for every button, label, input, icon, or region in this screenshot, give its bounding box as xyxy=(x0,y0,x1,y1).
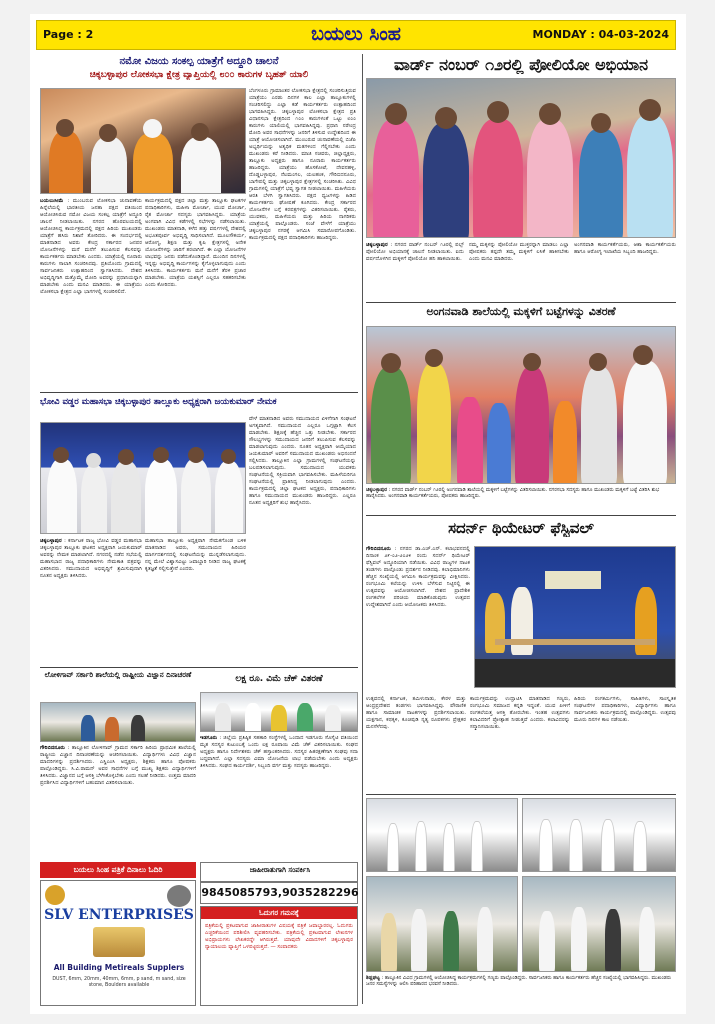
article2-headline: ವಾರ್ಡ್ ನಂಬರ್ ೧೨ರಲ್ಲಿ ಪೋಲಿಯೋ ಅಭಿಯಾನ xyxy=(366,56,676,74)
article5-headline: ಸದರ್ನ್ ಥಿಯೇಟರ್ ಫೆಸ್ಟಿವಲ್ xyxy=(448,520,594,537)
article2-text-col1: ಚಿಕ್ಕಬಳ್ಳಾಪುರ : ನಗರದ ವಾರ್ಡ್ ನಂಬರ್ ೧೨ರಲ್ಲಿ ಪಲ್ಸ್ ಪೋಲಿಯೋ ಅಭಿಯಾನಕ್ಕೆ ಚಾಲನೆ ನೀಡಲಾಯಿತು. ಐದು ವರ್ಷದೊಳಗಿನ ಮಕ್ಕಳಿಗೆ ಪೋಲಿಯೋ ಹನಿ ಹಾಕಲಾಯಿತು. xyxy=(366,242,464,262)
article1-headline: ನಮೋ ವಿಜಯ ಸಂಕಲ್ಪ ಯಾತ್ರೆಗೆ ಅದ್ಧೂರಿ ಚಾಲನೆ xyxy=(119,56,279,67)
article6-text: ಗೌರಿಬಿದನೂರು : ತಾಲ್ಲೂಕಿನ ಲೋಳಿಗಾವ್ ಗ್ರಾಮದ ಸರ್ಕಾರಿ ಹಿರಿಯ ಪ್ರಾಥಮಿಕ ಶಾಲೆಯಲ್ಲಿ ರಾಷ್ಟ್ರೀಯ ವಿಜ್ಞಾನ ದಿನಾಚರಣೆಯನ್ನು ಆಚರಿಸಲಾಯಿತು. ವಿದ್ಯಾರ್ಥಿಗಳು ವಿವಿಧ ವಿಜ್ಞಾನ ಮಾದರಿಗಳನ್ನು ಪ್ರದರ್ಶಿಸಿದರು. ಎಸ್ಡಿಎಂಸಿ ಅಧ್ಯಕ್ಷರು, ಶಿಕ್ಷಕರು ಹಾಗೂ ಪೋಷಕರು ಪಾಲ್ಗೊಂಡಿದ್ದರು. ಸಿ.ವಿ.ರಾಮನ್ ಅವರ ಸಾಧನೆಗಳ ಬಗ್ಗೆ ಮುಖ್ಯ ಶಿಕ್ಷಕರು ವಿದ್ಯಾರ್ಥಿಗಳಿಗೆ ತಿಳಿಸಿದರು. ವಿಜ್ಞಾನದ ಬಗ್ಗೆ ಆಸಕ್ತಿ ಬೆಳೆಸಿಕೊಳ್ಳಬೇಕು ಎಂದು ಸಲಹೆ ನೀಡಿದರು. ಉತ್ತಮ ಮಾದರಿ ಪ್ರದರ್ಶಿಸಿದ ವಿದ್ಯಾರ್ಥಿಗಳಿಗೆ ಬಹುಮಾನ ವಿತರಿಸಲಾಯಿತು. xyxy=(40,745,196,786)
article1-text-col2: ಕಾರ್ಯಕ್ರಮದಲ್ಲಿ ಪಕ್ಷದ ಜಿಲ್ಲಾ ಮತ್ತು ತಾಲ್ಲೂಕು ಘಟಕಗಳ ಪದಾಧಿಕಾರಿಗಳು, ಮಹಿಳಾ ಮೋರ್ಚಾ, ಯುವ ಮೋರ್ಚಾ, ರೈತ ಮೋರ್ಚಾ ಸದಸ್ಯರು ಭಾಗವಹಿಸಿದ್ದರು. ಯಾತ್ರೆಯ ಅಂಗವಾಗಿ ವಿವಿಧ ಕಡೆಗಳಲ್ಲಿ ಸಭೆಗಳನ್ನು ನಡೆಸಲಾಯಿತು. ಮುಖಂಡರು ಮಾತನಾಡಿ, ಕಳೆದ ಹತ್ತು ವರ್ಷಗಳಲ್ಲಿ ದೇಶದಲ್ಲಿ ಅಭೂತಪೂರ್ವ ಅಭಿವೃದ್ಧಿ ಸಾಧಿಸಲಾಗಿದೆ. ಮೂಲಸೌಕರ್ಯ, ಆರೋಗ್ಯ, ಶಿಕ್ಷಣ ಮತ್ತು ಕೃಷಿ ಕ್ಷೇತ್ರಗಳಲ್ಲಿ ಅನೇಕ ಯೋಜನೆಗಳನ್ನು ಜಾರಿಗೆ ತರಲಾಗಿದೆ. ಈ ಎಲ್ಲಾ ಯೋಜನೆಗಳ ಲಾಭವನ್ನು ಜನರು ಪಡೆದುಕೊಂಡಿದ್ದಾರೆ. ಮುಂದಿನ ದಿನಗಳಲ್ಲಿ ಇನ್ನಷ್ಟು ಅಭಿವೃದ್ಧಿ ಕಾರ್ಯಗಳನ್ನು ಕೈಗೊಳ್ಳಲಾಗುವುದು ಎಂದು ತಿಳಿಸಿದರು. ಕಾರ್ಯಕರ್ತರು ಮನೆ ಮನೆಗೆ ತೆರಳಿ ಪ್ರಚಾರ ಮಾಡಬೇಕು. ಯಾತ್ರೆಯ ಯಶಸ್ಸಿಗೆ ಎಲ್ಲರೂ ಸಹಕರಿಸಬೇಕು ಎಂದು ಕೋರಿದರು. xyxy=(145,198,246,288)
article3-headline: ಭೋವಿ ವಡ್ಡರ ಮಹಾಸಭಾ ಚಿಕ್ಕಬಳ್ಳಾಪುರ ತಾಲ್ಲೂಕು ಅಧ್ಯಕ್ಷರಾಗಿ ಜಯಕುಮಾರ್ ನೇಮಕ xyxy=(40,398,277,407)
notice-box: ಓದುಗರ ಗಮನಕ್ಕೆ ಪತ್ರಿಕೆಯಲ್ಲಿ ಪ್ರಕಟವಾಗುವ ಜಾಹೀರಾತುಗಳ ವಿಷಯಕ್ಕೆ ಪತ್ರಿಕೆ ಜವಾಬ್ದಾರರಲ್ಲ. ಓದುಗರು ಎಚ್ಚರಿಕೆಯಿಂದ ಪರಿಶೀಲಿಸಿ ವ್ಯವಹರಿಸಬೇಕು. ಪತ್ರಿಕೆಯಲ್ಲಿ ಪ್ರಕಟವಾಗುವ ಲೇಖನಗಳ ಅಭಿಪ್ರಾಯಗಳು ಲೇಖಕರದ್ದೇ ಆಗಿರುತ್ತವೆ. ಯಾವುದೇ ವಿವಾದಗಳಿಗೆ ಚಿಕ್ಕಬಳ್ಳಾಪುರ ನ್ಯಾಯಾಲಯ ವ್ಯಾಪ್ತಿಗೆ ಒಳಪಟ್ಟಿರುತ್ತದೆ. — ಸಂಪಾದಕರು xyxy=(200,906,358,1006)
divider xyxy=(366,794,676,795)
article5-text-col1: ಗೌರಿಬಿದನೂರು : ನಗರದ ಡಾ.ಎಚ್.ಎನ್. ಕಲಾಭವನದಲ್ಲಿ ದಿನಾಂಕ ೨೯-೦೨-೨೦೨೪ ರಂದು ಸದರ್ನ್ ಥಿಯೇಟರ್ ಫೆಸ್ಟಿವಲ್ ಅದ್ಧೂರಿಯಾಗಿ ನಡೆಯಿತು. ವಿವಿಧ ರಾಜ್ಯಗಳ ನಾಟಕ ತಂಡಗಳು ಪಾಲ್ಗೊಂಡು ಪ್ರದರ್ಶನ ನೀಡಿದವು. ಕಲಾಭಿಮಾನಿಗಳು ಹೆಚ್ಚಿನ ಸಂಖ್ಯೆಯಲ್ಲಿ ಆಗಮಿಸಿ ಕಾರ್ಯಕ್ರಮವನ್ನು ವೀಕ್ಷಿಸಿದರು. ರಂಗಭೂಮಿ ಕಲೆಯನ್ನು ಉಳಿಸಿ ಬೆಳೆಸುವ ನಿಟ್ಟಿನಲ್ಲಿ ಈ ಉತ್ಸವವನ್ನು ಆಯೋಜಿಸಲಾಗಿದೆ. ದೇಶದ ಪ್ರಾದೇಶಿಕ ರಂಗಕಲೆಗಳ ಪರಿಚಯ ಮಾಡಿಕೊಡುವುದು ಉತ್ಸವದ ಉದ್ದೇಶವಾಗಿದೆ ಎಂದು ಆಯೋಜಕರು ತಿಳಿಸಿದರು. xyxy=(366,546,470,608)
logo-icon xyxy=(45,885,65,905)
article1-text-col1: ಬಯಲುಸೀಮೆ : ಮುಂಬರುವ ಲೋಕಸಭಾ ಚುನಾವಣೆಯ ಹಿನ್ನೆಲೆಯಲ್ಲಿ ಭಾರತೀಯ ಜನತಾ ಪಕ್ಷದ ವತಿಯಿಂದ ಆಯೋಜಿಸಿರುವ ನಮೋ ವಿಜಯ ಸಂಕಲ್ಪ ಯಾತ್ರೆಗೆ ಅದ್ಧೂರಿ ಚಾಲನೆ ನೀಡಲಾಯಿತು. ನಗರದ ಹೊರವಲಯದಲ್ಲಿ ಆಯೋಜಿಸಿದ್ದ ಕಾರ್ಯಕ್ರಮದಲ್ಲಿ ಪಕ್ಷದ ಹಿರಿಯ ಮುಖಂಡರು ಯಾತ್ರೆಗೆ ಹಸಿರು ನಿಶಾನೆ ತೋರಿದರು. ಈ ಸಂದರ್ಭದಲ್ಲಿ ಮಾತನಾಡಿದ ಅವರು ಕೇಂದ್ರ ಸರ್ಕಾರದ ಜನಪರ ಯೋಜನೆಗಳನ್ನು ಮನೆ ಮನೆಗೆ ತಲುಪಿಸುವ ಕೆಲಸವನ್ನು ಕಾರ್ಯಕರ್ತರು ಮಾಡಬೇಕು ಎಂದರು. ಯಾತ್ರೆಯಲ್ಲಿ ನೂರಾರು ಕಾರುಗಳು ಸಾಲಾಗಿ ಸಂಚರಿಸಿದವು. ಪ್ರತಿಯೊಂದು ಗ್ರಾಮದಲ್ಲಿ ಸಾರ್ವಜನಿಕರು ಉತ್ಸಾಹದಿಂದ ಸ್ವಾಗತಿಸಿದರು. ದೇಶದ ಅಭಿವೃದ್ಧಿಗಾಗಿ ಮತ್ತೊಮ್ಮೆ ಮೋದಿ ಅವರನ್ನು ಪ್ರಧಾನಿಯನ್ನಾಗಿ ಮಾಡಬೇಕು ಎಂದು ಮನವಿ ಮಾಡಿದರು. ಈ ಯಾತ್ರೆಯು ಲೋಕಸಭಾ ಕ್ಷೇತ್ರದ ಎಲ್ಲಾ ಭಾಗಗಳಲ್ಲಿ ಸಂಚರಿಸಲಿದೆ. xyxy=(40,198,142,295)
contact-phones: 9845085793,9035282296 xyxy=(200,882,358,904)
issue-date: MONDAY : 04-03-2024 xyxy=(532,28,669,41)
divider xyxy=(366,302,676,303)
article6-headline: ಲೋಳಿಗಾವ್ ಸರ್ಕಾರಿ ಶಾಲೆಯಲ್ಲಿ ರಾಷ್ಟ್ರೀಯ ವಿಜ್ಞಾನ ದಿನಾಚರಣೆ xyxy=(44,671,192,679)
masthead xyxy=(36,20,676,50)
divider xyxy=(40,392,358,393)
article7-text: ಇಡಗೂರು : ಜಿಲ್ಲೆಯ ಪ್ರತಿಷ್ಠಿತ ಸಹಕಾರಿ ಸಂಸ್ಥೆಗಳಲ್ಲಿ ಒಂದಾದ ಇಡಗೂರು ಸೊಸೈಟಿ ವತಿಯಿಂದ ಮೃತ ಸದಸ್ಯರ ಕುಟುಂಬಕ್ಕೆ ಒಂದು ಲಕ್ಷ ರೂಪಾಯಿ ವಿಮೆ ಚೆಕ್ ವಿತರಿಸಲಾಯಿತು. ಸಂಘದ ಅಧ್ಯಕ್ಷರು ಹಾಗೂ ನಿರ್ದೇಶಕರು ಚೆಕ್ ಹಸ್ತಾಂತರಿಸಿದರು. ಸದಸ್ಯರ ಹಿತರಕ್ಷಣೆಗಾಗಿ ಸಂಘವು ಸದಾ ಬದ್ಧವಾಗಿದೆ. ಎಲ್ಲಾ ಸದಸ್ಯರು ವಿಮಾ ಯೋಜನೆಯ ಲಾಭ ಪಡೆಯಬೇಕು ಎಂದು ಅಧ್ಯಕ್ಷರು ತಿಳಿಸಿದರು. ಸಂಘದ ಕಾರ್ಯದರ್ಶಿ, ಸಿಬ್ಬಂದಿ ವರ್ಗ ಮತ್ತು ಸದಸ್ಯರು ಹಾಜರಿದ್ದರು. xyxy=(200,735,358,769)
article4-photo xyxy=(366,326,676,484)
article1-photo xyxy=(40,88,246,194)
column-divider xyxy=(362,54,363,1004)
article5-text-col2: ಉತ್ಸವದಲ್ಲಿ ಕರ್ನಾಟಕ, ತಮಿಳುನಾಡು, ಕೇರಳ ಮತ್ತು ಆಂಧ್ರಪ್ರದೇಶದ ತಂಡಗಳು ಭಾಗವಹಿಸಿದ್ದವು. ಪೌರಾಣಿಕ ಹಾಗೂ ಸಾಮಾಜಿಕ ನಾಟಕಗಳನ್ನು ಪ್ರದರ್ಶಿಸಲಾಯಿತು. ಯಕ್ಷಗಾನ, ಕಥಕ್ಕಳಿ, ಕೂಚಿಪುಡಿ ನೃತ್ಯ ರೂಪಕಗಳು ಪ್ರೇಕ್ಷಕರ ಮನಸೆಳೆದವು. xyxy=(366,696,466,730)
contact-header: ಜಾಹೀರಾತುಗಾಗಿ ಸಂಪರ್ಕಿಸಿ xyxy=(200,862,358,882)
slv-enterprises-ad xyxy=(40,880,196,1006)
company-items: DUST, 6mm, 20mm, 40mm, 6mm, p sand, m sand, size stone, Boulders available xyxy=(52,977,186,988)
event-photo-2 xyxy=(522,798,676,872)
company-tagline: All Building Metireals Supplers xyxy=(53,963,185,972)
article3-text-col1: ಚಿಕ್ಕಬಳ್ಳಾಪುರ : ಕರ್ನಾಟಕ ರಾಜ್ಯ ಭೋವಿ ವಡ್ಡರ ಮಹಾಸಭಾ ಚಿಕ್ಕಬಳ್ಳಾಪುರ ತಾಲ್ಲೂಕು ಘಟಕದ ಅಧ್ಯಕ್ಷರಾಗಿ ಜಯಕುಮಾರ್ ಅವರನ್ನು ನೇಮಕ ಮಾಡಲಾಗಿದೆ. ನಗರದಲ್ಲಿ ನಡೆದ ಸಭೆಯಲ್ಲಿ ಮಹಾಸಭಾದ ರಾಜ್ಯ ಪದಾಧಿಕಾರಿಗಳು ನೇಮಕಾತಿ ಪತ್ರವನ್ನು ವಿತರಿಸಿದರು. ಸಮುದಾಯದ ಅಭಿವೃದ್ಧಿಗೆ ಶ್ರಮಿಸುವುದಾಗಿ ನೂತನ ಅಧ್ಯಕ್ಷರು ತಿಳಿಸಿದರು. xyxy=(40,538,142,579)
article1-text-col3: ಬೆಂಗಳೂರು ಗ್ರಾಮಾಂತರ ಲೋಕಸಭಾ ಕ್ಷೇತ್ರದಲ್ಲಿ ಸಂಚರಿಸುತ್ತಿರುವ ಯಾತ್ರೆಯು ಎರಡು ದಿನಗಳ ಕಾಲ ಎಲ್ಲಾ ತಾಲ್ಲೂಕುಗಳಲ್ಲಿ ಸಂಚರಿಸಲಿದ್ದು ಎಲ್ಲಾ ಕಡೆ ಕಾರ್ಯಕರ್ತರು ಉತ್ಸಾಹದಿಂದ ಭಾಗವಹಿಸಿದ್ದರು. ಚಿಕ್ಕಬಳ್ಳಾಪುರ ಲೋಕಸಭಾ ಕ್ಷೇತ್ರದ ಪ್ರತಿ ವಿಧಾನಸಭಾ ಕ್ಷೇತ್ರದಿಂದ ೧೦೦ ಕಾರುಗಳಂತೆ ಒಟ್ಟು ೮೦೦ ಕಾರುಗಳು ಯಾಲಿಯಲ್ಲಿ ಭಾಗವಹಿಸಿದ್ದವು. ಪ್ರಧಾನಿ ನರೇಂದ್ರ ಮೋದಿ ಅವರ ಸಾಧನೆಗಳನ್ನು ಜನರಿಗೆ ತಿಳಿಸುವ ಉದ್ದೇಶದಿಂದ ಈ ಯಾತ್ರೆ ಆಯೋಜಿಸಲಾಗಿದೆ. ಮುಂಬರುವ ಚುನಾವಣೆಯಲ್ಲಿ ಬಿಜೆಪಿ ಅಭ್ಯರ್ಥಿಯನ್ನು ಅತ್ಯಧಿಕ ಮತಗಳಿಂದ ಗೆಲ್ಲಿಸಬೇಕು ಎಂದು ಮುಖಂಡರು ಕರೆ ನೀಡಿದರು. ಮಾಜಿ ಸಚಿವರು, ಜಿಲ್ಲಾಧ್ಯಕ್ಷರು, ತಾಲ್ಲೂಕು ಅಧ್ಯಕ್ಷರು ಹಾಗೂ ನೂರಾರು ಕಾರ್ಯಕರ್ತರು ಹಾಜರಿದ್ದರು. ಯಾತ್ರೆಯು ಹೊಸಕೋಟೆ, ದೇವನಹಳ್ಳಿ, ದೊಡ್ಡಬಳ್ಳಾಪುರ, ನೆಲಮಂಗಲ, ಯಲಹಂಕ, ಗೌರಿಬಿದನೂರು, ಬಾಗೇಪಲ್ಲಿ ಮತ್ತು ಚಿಕ್ಕಬಳ್ಳಾಪುರ ಕ್ಷೇತ್ರಗಳಲ್ಲಿ ಸಂಚರಿಸಿತು. ವಿವಿಧ ಗ್ರಾಮಗಳಲ್ಲಿ ಯಾತ್ರೆಗೆ ಭವ್ಯ ಸ್ವಾಗತ ನೀಡಲಾಯಿತು. ಮಹಿಳೆಯರು ಆರತಿ ಬೆಳಗಿ ಸ್ವಾಗತಿಸಿದರು. ಪಕ್ಷದ ಧ್ವಜಗಳನ್ನು ಹಿಡಿದ ಕಾರ್ಯಕರ್ತರು ಘೋಷಣೆ ಕೂಗಿದರು. ಕೇಂದ್ರ ಸರ್ಕಾರದ ಯೋಜನೆಗಳ ಬಗ್ಗೆ ಕರಪತ್ರಗಳನ್ನು ವಿತರಿಸಲಾಯಿತು. ರೈತರು, ಯುವಕರು, ಮಹಿಳೆಯರು ಮತ್ತು ಹಿರಿಯ ನಾಗರಿಕರು ಯಾತ್ರೆಯಲ್ಲಿ ಪಾಲ್ಗೊಂಡರು. ಸಂಜೆ ವೇಳೆಗೆ ಯಾತ್ರೆಯು ಚಿಕ್ಕಬಳ್ಳಾಪುರ ನಗರಕ್ಕೆ ಆಗಮಿಸಿ ಸಮಾರೋಪಗೊಂಡಿತು. ಕಾರ್ಯಕ್ರಮದಲ್ಲಿ ಪಕ್ಷದ ಪದಾಧಿಕಾರಿಗಳು ಹಾಜರಿದ್ದರು. xyxy=(249,88,356,241)
truck-icon xyxy=(93,927,145,957)
article6-photo xyxy=(40,702,196,742)
article7-photo xyxy=(200,692,358,732)
article3-text-col2: ಮಹಾಸಭಾ ತಾಲ್ಲೂಕು ಅಧ್ಯಕ್ಷರಾಗಿ ನೇಮಕಗೊಂಡ ಬಳಿಕ ಮಾತನಾಡಿದ ಅವರು, ಸಮುದಾಯದ ಹಿರಿಯರ ಮಾರ್ಗದರ್ಶನದಲ್ಲಿ ಸಂಘಟನೆಯನ್ನು ಮುನ್ನಡೆಸಲಾಗುವುದು. ನನ್ನ ಮೇಲೆ ವಿಶ್ವಾಸವಿಟ್ಟು ಜವಾಬ್ದಾರಿ ನೀಡಿದ ರಾಜ್ಯ ಘಟಕಕ್ಕೆ ಕೃತಜ್ಞತೆ ಸಲ್ಲಿಸುತ್ತೇನೆ ಎಂದರು. xyxy=(145,538,246,572)
article3-photo xyxy=(40,422,246,534)
article2-photo xyxy=(366,78,676,238)
event-photo-4 xyxy=(522,876,676,972)
divider xyxy=(40,667,358,668)
event-photo-1 xyxy=(366,798,518,872)
article5-photo xyxy=(474,546,676,688)
subscribe-banner: ಬಯಲು ಸಿಂಹ ಪತ್ರಿಕೆ ದಿನಾಲು ಓದಿರಿ xyxy=(40,862,196,878)
newspaper-title: ಬಯಲು ಸಿಂಹ xyxy=(311,23,401,45)
article7-headline: ಲಕ್ಷ ರೂ. ವಿಮೆ ಚೆಕ್ ವಿತರಣೆ xyxy=(235,674,323,684)
page-number: Page : 2 xyxy=(43,28,94,41)
article1-subheadline: ಚಿಕ್ಕಬಳ್ಳಾಪುರ ಲೋಕಸಭಾ ಕ್ಷೇತ್ರ ವ್ಯಾಪ್ತಿಯಲ್ಲಿ ೮೦೦ ಕಾರುಗಳ ಬೃಹತ್ ಯಾಲಿ xyxy=(89,70,309,80)
avatar xyxy=(167,885,191,907)
article5-text-col3: ಕಾರ್ಯಕ್ರಮವನ್ನು ಉದ್ಘಾಟಿಸಿ ಮಾತನಾಡಿದ ಗಣ್ಯರು, ರಂಗಭೂಮಿ ಸಮಾಜದ ಕನ್ನಡಿ ಇದ್ದಂತೆ. ಯುವ ಪೀಳಿಗೆ ರಂಗಕಲೆಯತ್ತ ಆಸಕ್ತಿ ತೋರಬೇಕು. ಇಂತಹ ಉತ್ಸವಗಳು ಕಲಾವಿದರಿಗೆ ಪ್ರೋತ್ಸಾಹ ನೀಡುತ್ತವೆ ಎಂದರು. ಕಲಾವಿದರನ್ನು ಸನ್ಮಾನಿಸಲಾಯಿತು. xyxy=(470,696,570,730)
event-photo-3 xyxy=(366,876,518,972)
event-caption: ಶಿಡ್ಲಘಟ್ಟ : ತಾಲ್ಲೂಕಿನ ವಿವಿಧ ಗ್ರಾಮಗಳಲ್ಲಿ ಆಯೋಜಿಸಿದ್ದ ಕಾರ್ಯಕ್ರಮಗಳಲ್ಲಿ ಗಣ್ಯರು ಪಾಲ್ಗೊಂಡಿದ್ದರು. ಸಾರ್ವಜನಿಕರು ಹಾಗೂ ಕಾರ್ಯಕರ್ತರು ಹೆಚ್ಚಿನ ಸಂಖ್ಯೆಯಲ್ಲಿ ಭಾಗವಹಿಸಿದ್ದರು. ಮುಖಂಡರು ಜನರ ಸಮಸ್ಯೆಗಳನ್ನು ಆಲಿಸಿ ಪರಿಹಾರದ ಭರವಸೆ ನೀಡಿದರು. xyxy=(366,975,672,988)
article4-caption: ಚಿಕ್ಕಬಳ್ಳಾಪುರ : ನಗರದ ವಾರ್ಡ್ ನಂಬರ್ ೧೨ರಲ್ಲಿ ಅಂಗನವಾಡಿ ಶಾಲೆಯಲ್ಲಿ ಮಕ್ಕಳಿಗೆ ಬಟ್ಟೆಗಳನ್ನು ವಿತರಿಸಲಾಯಿತು. ನಗರಸಭಾ ಸದಸ್ಯರು ಹಾಗೂ ಮುಖಂಡರು ಮಕ್ಕಳಿಗೆ ಬಟ್ಟೆ ವಿತರಿಸಿ ಶುಭ ಹಾರೈಸಿದರು. ಅಂಗನವಾಡಿ ಕಾರ್ಯಕರ್ತೆಯರು, ಪೋಷಕರು ಹಾಜರಿದ್ದರು. xyxy=(366,487,660,500)
company-name: SLV ENTERPRISES xyxy=(44,907,194,923)
divider xyxy=(366,515,676,516)
article2-text-col3: ಅಂಗನವಾಡಿ ಕಾರ್ಯಕರ್ತೆಯರು, ಆಶಾ ಕಾರ್ಯಕರ್ತೆಯರು ಹಾಗೂ ಆರೋಗ್ಯ ಇಲಾಖೆಯ ಸಿಬ್ಬಂದಿ ಹಾಜರಿದ್ದರು. xyxy=(574,242,676,255)
article2-text-col2: ನಮ್ಮ ಮಕ್ಕಳನ್ನು ಪೋಲಿಯೋ ಮುಕ್ತರನ್ನಾಗಿ ಮಾಡಲು ಎಲ್ಲಾ ಪೋಷಕರು ತಪ್ಪದೇ ತಮ್ಮ ಮಕ್ಕಳಿಗೆ ಲಸಿಕೆ ಹಾಕಿಸಬೇಕು ಎಂದು ಮನವಿ ಮಾಡಿದರು. xyxy=(469,242,569,262)
article3-text-col3: ವೇಳೆ ಮಾತನಾಡಿದ ಅವರು ಸಮುದಾಯದ ಏಳಿಗೆಗಾಗಿ ಸಂಘಟನೆ ಅಗತ್ಯವಾಗಿದೆ. ಸಮುದಾಯದ ಎಲ್ಲರೂ ಒಗ್ಗಟ್ಟಾಗಿ ಕೆಲಸ ಮಾಡಬೇಕು. ಶಿಕ್ಷಣಕ್ಕೆ ಹೆಚ್ಚಿನ ಒತ್ತು ನೀಡಬೇಕು. ಸರ್ಕಾರದ ಸೌಲಭ್ಯಗಳನ್ನು ಸಮುದಾಯದ ಜನರಿಗೆ ತಲುಪಿಸುವ ಕೆಲಸವನ್ನು ಮಾಡಲಾಗುವುದು ಎಂದರು. ನೂತನ ಅಧ್ಯಕ್ಷರಾಗಿ ಆಯ್ಕೆಯಾದ ಜಯಕುಮಾರ್ ಅವರಿಗೆ ಸಮುದಾಯದ ಮುಖಂಡರು ಅಭಿನಂದನೆ ಸಲ್ಲಿಸಿದರು. ತಾಲ್ಲೂಕಿನ ಎಲ್ಲಾ ಗ್ರಾಮಗಳಲ್ಲಿ ಸಂಘಟನೆಯನ್ನು ಬಲಪಡಿಸಲಾಗುವುದು. ಸಮುದಾಯದ ಯುವಕರು ಸಂಘಟನೆಯಲ್ಲಿ ಸಕ್ರಿಯವಾಗಿ ಭಾಗವಹಿಸಬೇಕು. ಮಹಿಳೆಯರಿಗೂ ಸಂಘಟನೆಯಲ್ಲಿ ಪ್ರಾತಿನಿಧ್ಯ ನೀಡಲಾಗುವುದು ಎಂದರು. ಕಾರ್ಯಕ್ರಮದಲ್ಲಿ ಜಿಲ್ಲಾ ಘಟಕದ ಅಧ್ಯಕ್ಷರು, ಪದಾಧಿಕಾರಿಗಳು ಹಾಗೂ ಸಮುದಾಯದ ಮುಖಂಡರು ಹಾಜರಿದ್ದರು. ಎಲ್ಲರೂ ನೂತನ ಅಧ್ಯಕ್ಷರಿಗೆ ಶುಭ ಹಾರೈಸಿದರು. xyxy=(249,416,356,506)
article4-headline: ಅಂಗನವಾಡಿ ಶಾಲೆಯಲ್ಲಿ ಮಕ್ಕಳಿಗೆ ಬಟ್ಟೆಗಳನ್ನು ವಿತರಣೆ xyxy=(426,306,616,318)
article5-text-col4: ಹಿರಿಯ ರಂಗಕರ್ಮಿಗಳು, ಸಾಹಿತಿಗಳು, ಸಾಂಸ್ಕೃತಿಕ ಸಂಘಟನೆಗಳ ಪದಾಧಿಕಾರಿಗಳು, ವಿದ್ಯಾರ್ಥಿಗಳು ಹಾಗೂ ಸಾರ್ವಜನಿಕರು ಕಾರ್ಯಕ್ರಮದಲ್ಲಿ ಪಾಲ್ಗೊಂಡಿದ್ದರು. ಉತ್ಸವವು ಮೂರು ದಿನಗಳ ಕಾಲ ನಡೆಯಿತು. xyxy=(574,696,676,723)
